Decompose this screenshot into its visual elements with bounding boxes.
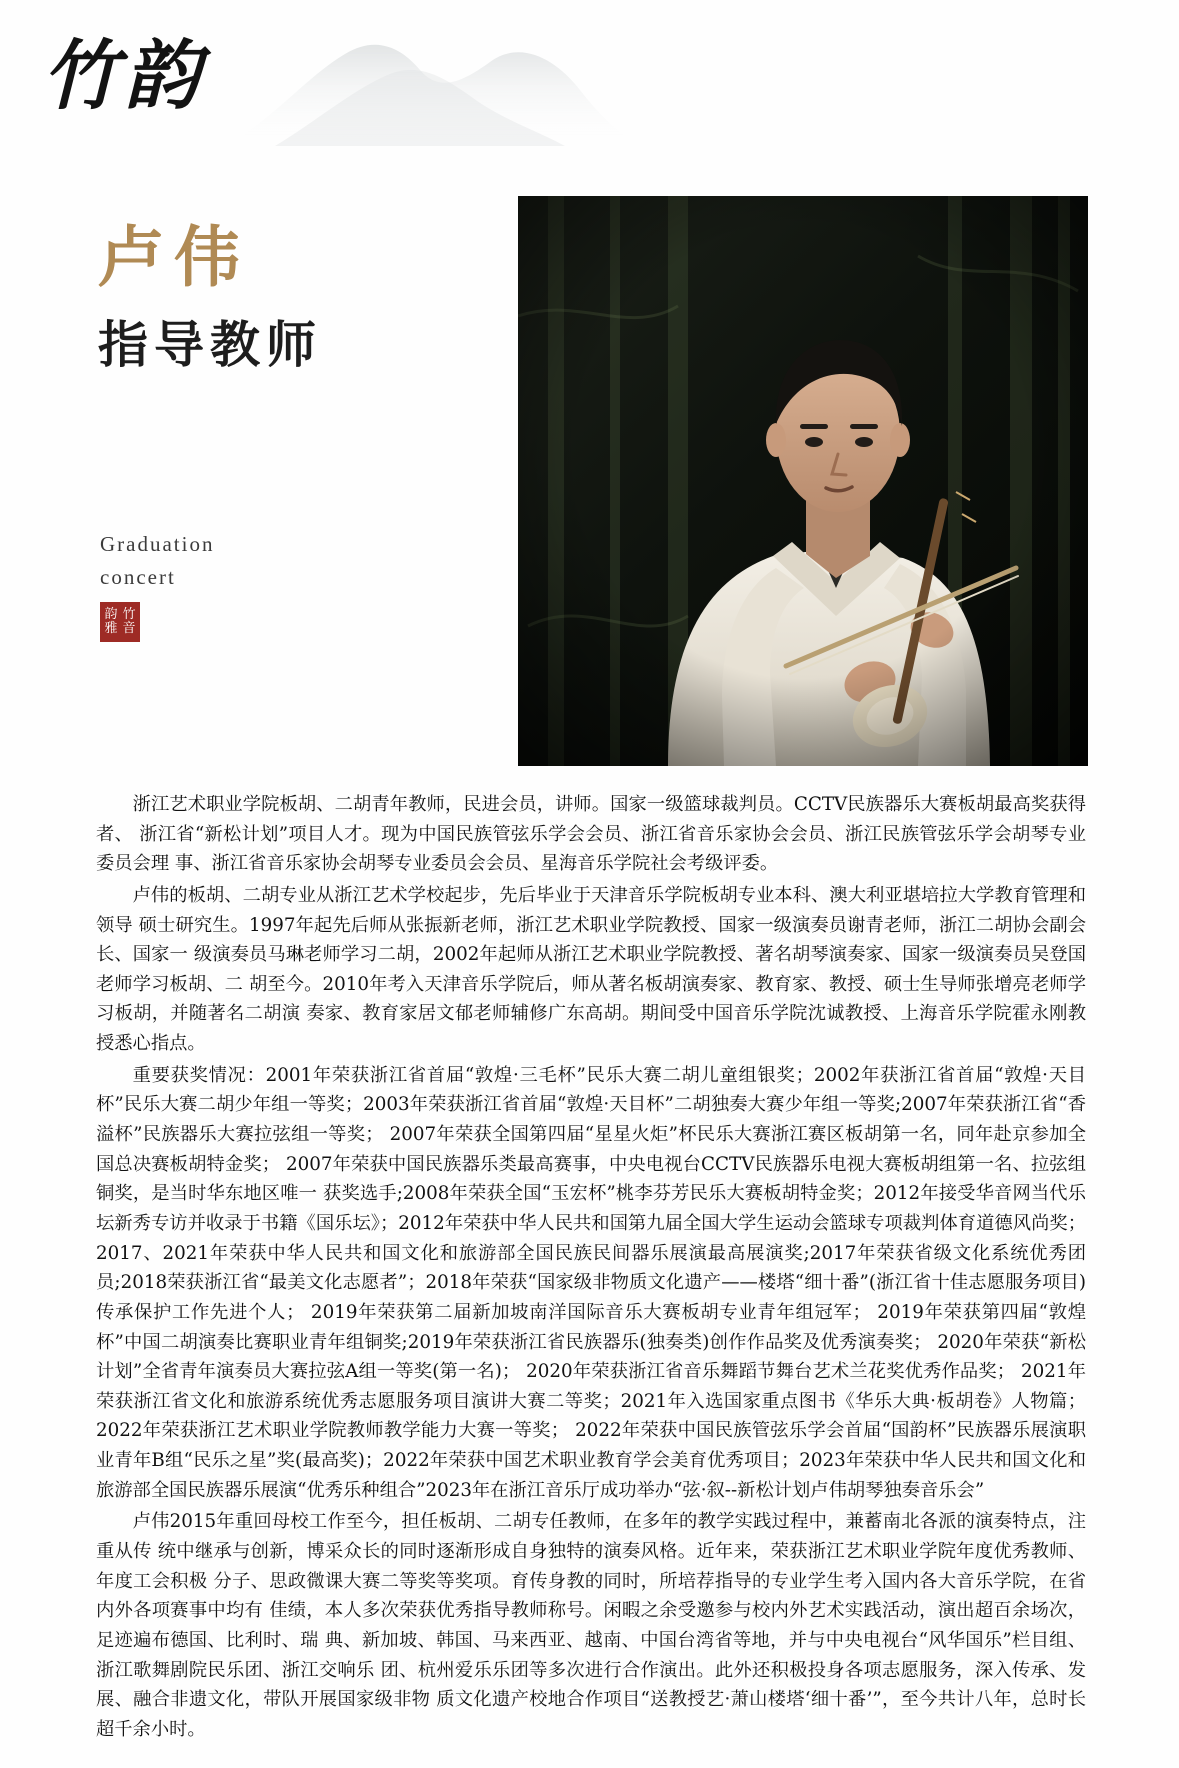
biography-paragraph-4: 卢伟2015年重回母校工作至今，担任板胡、二胡专任教师，在多年的教学实践过程中，兼蓄南北各派的演奏特点，注重从传 统中继承与创新，博采众长的同时逐渐形成自身独特的演奏风格。近年来，荣获浙江艺术职业学院年度优秀教师、年度工会积极 分子、思政微课大赛二等奖等奖项。育传身教的同时，所培荐指导的专业学生考入国内各大音乐学院，在省内外各项赛事中均有 佳绩，本人多次荣获优秀指导教师称号。闲暇之余受邀参与校内外艺术实践活动，演出超百余场次，足迹遍布德国、比利时、瑞 典、新加坡、韩国、马来西亚、越南、中国台湾省等地，并与中央电视台“风华国乐”栏目组、浙江歌舞剧院民乐团、浙江交响乐 团、杭州爱乐乐团等多次进行合作演出。此外还积极投身各项志愿服务，深入传承、发展、融合非遗文化，带队开展国家级非物 质文化遗产校地合作项目“送教授艺·萧山楼塔‘细十番’”，至今共计八年，总时长超千余小时。	[96, 1511, 1086, 1740]
seal-char-1: 韵	[104, 607, 118, 623]
english-caption-line1: Graduation	[100, 532, 215, 556]
seal-char-2: 竹	[122, 607, 136, 623]
seal-char-4: 音	[122, 621, 136, 636]
page-subtitle: 指导教师	[98, 315, 322, 375]
seal-stamp	[100, 602, 140, 642]
portrait-photo	[518, 196, 1088, 766]
seal-char-3: 雅	[104, 621, 118, 636]
english-caption	[100, 528, 214, 593]
biography-paragraph-1: 浙江艺术职业学院板胡、二胡青年教师，民进会员，讲师。国家一级篮球裁判员。CCTV民族器乐大赛板胡最高奖获得者、 浙江省“新松计划”项目人才。现为中国民族管弦乐学会会员、浙江省音乐家协会会员、浙江民族管弦乐学会胡琴专业委员会理 事、浙江省音乐家协会胡琴专业委员会会员、星海音乐学院社会考级评委。	[96, 794, 1086, 875]
page-title: 卢伟	[98, 218, 250, 296]
brand-logo: 竹韵	[42, 31, 206, 120]
biography-text	[96, 790, 1086, 1747]
mountain-ink-decoration	[215, 18, 645, 148]
biography-paragraph-3: 重要获奖情况：2001年荣获浙江省首届“敦煌·三毛杯”民乐大赛二胡儿童组银奖；2002年获浙江省首届“敦煌·天目杯”民乐大赛二胡少年组一等奖；2003年荣获浙江省首届“敦煌·天目杯”二胡独奏大赛少年组一等奖;2007年荣获浙江省“香溢杯”民族器乐大赛拉弦组一等奖； 2007年荣获全国第四届“星星火炬”杯民乐大赛浙江赛区板胡第一名，同年赴京参加全国总决赛板胡特金奖； 2007年荣获中国民族器乐类最高赛事，中央电视台CCTV民族器乐电视大赛板胡组第一名、拉弦组铜奖，是当时华东地区唯一 获奖选手;2008年荣获全国“玉宏杯”桃李芬芳民乐大赛板胡特金奖；2012年接受华音网当代乐坛新秀专访并收录于书籍《国乐坛》；2012年荣获中华人民共和国第九届全国大学生运动会篮球专项裁判体育道德风尚奖； 2017、2021年荣获中华人民共和国文化和旅游部全国民族民间器乐展演最高展演奖;2017年荣获省级文化系统优秀团员;2018荣获浙江省“最美文化志愿者”；2018年荣获“国家级非物质文化遗产——楼塔“细十番”(浙江省十佳志愿服务项目)传承保护工作先进个人； 2019年荣获第二届新加坡南洋国际音乐大赛板胡专业青年组冠军； 2019年荣获第四届“敦煌杯”中国二胡演奏比赛职业青年组铜奖;2019年荣获浙江省民族器乐(独奏类)创作作品奖及优秀演奏奖； 2020年荣获“新松计划”全省青年演奏员大赛拉弦A组一等奖(第一名)； 2020年荣获浙江省音乐舞蹈节舞台艺术兰花奖优秀作品奖； 2021年荣获浙江省文化和旅游系统优秀志愿服务项目演讲大赛二等奖；2021年入选国家重点图书《华乐大典·板胡卷》人物篇；2022年荣获浙江艺术职业学院教师教学能力大赛一等奖； 2022年荣获中国民族管弦乐学会首届“国韵杯”民族器乐展演职业青年B组“民乐之星”奖(最高奖)；2022年荣获中国艺术职业教育学会美育优秀项目；2023年荣获中华人民共和国文化和旅游部全国民族器乐展演“优秀乐种组合”2023年在浙江音乐厅成功举办“弦·叙--新松计划卢伟胡琴独奏音乐会”	[96, 1064, 1086, 1501]
portrait-illustration	[518, 196, 1088, 766]
title-block	[98, 218, 322, 377]
biography-paragraph-2: 卢伟的板胡、二胡专业从浙江艺术学校起步，先后毕业于天津音乐学院板胡专业本科、澳大利亚堪培拉大学教育管理和领导 硕士研究生。1997年起先后师从张振新老师，浙江艺术职业学院教授、国家一级演奏员谢青老师，浙江二胡协会副会长、国家一 级演奏员马琳老师学习二胡，2002年起师从浙江艺术职业学院教授、著名胡琴演奏家、国家一级演奏员吴登国老师学习板胡、二 胡至今。2010年考入天津音乐学院后，师从著名板胡演奏家、教育家、教授、硕士生导师张增亮老师学习板胡，并随著名二胡演 奏家、教育家居文郁老师辅修广东高胡。期间受中国音乐学院沈诚教授、上海音乐学院霍永刚教授悉心指点。	[96, 884, 1086, 1055]
english-caption-line2: concert	[100, 564, 176, 589]
